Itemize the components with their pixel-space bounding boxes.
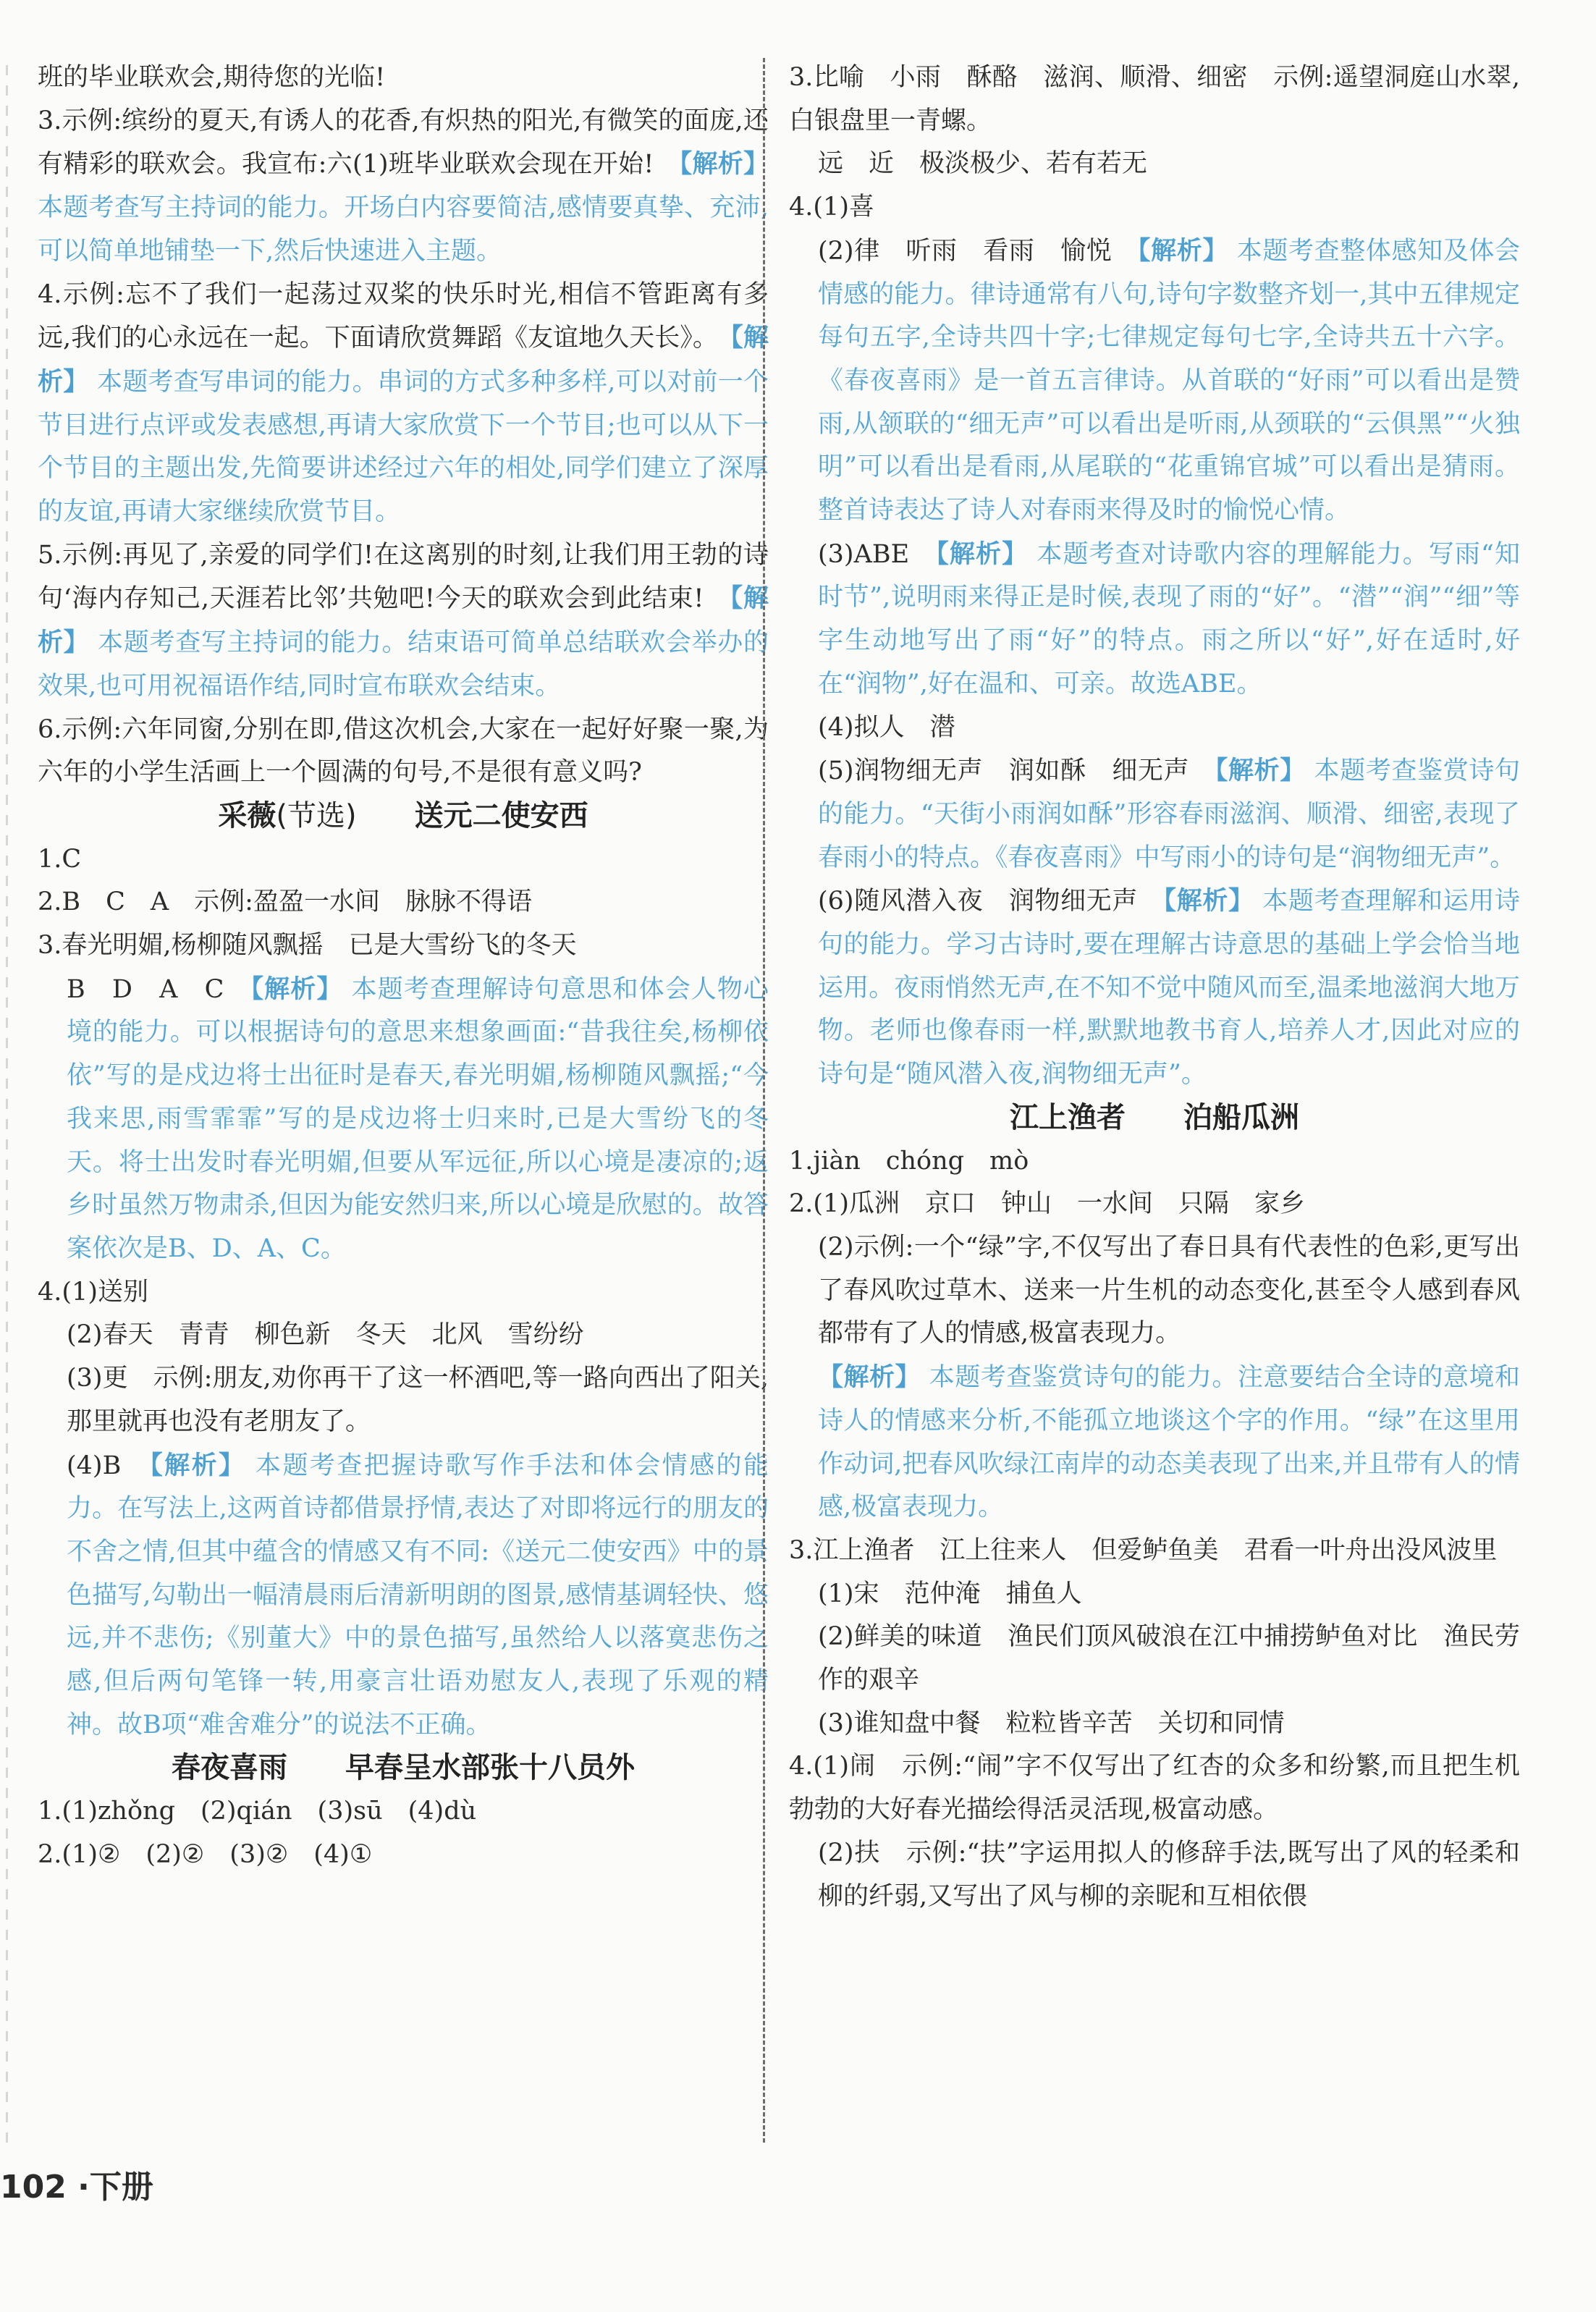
analysis-tag: 【解析】 <box>150 1450 246 1480</box>
section-title-second: 早春呈水部张十八员外 <box>345 1751 635 1785</box>
answer-text: (3)谁知盘中餐 粒粒皆辛苦 关切和同情 <box>818 1708 1285 1738</box>
analysis-text: 本题考查理解诗句意思和体会人物心境的能力。可以根据诗句的意思来想象画面:“昔我往矣,杨柳依依”写的是戍边将士出征时是春天,春光明媚,杨柳随风飘摇;“今我来思,雨雪霏霏”写的是戍边将士归来时,已是大雪纷飞的冬天。将士出发时春光明媚,但要从军远征,所以心境是凄凉的;返乡时虽然万物肃杀,但因为能安然归来,所以心境是欣慰的。故答案依次是B、D、A、C。 <box>67 974 769 1263</box>
answer-paragraph <box>789 1356 1520 1530</box>
analysis-text: 本题考查鉴赏诗句的能力。注意要结合全诗的意境和诗人的情感来分析,不能孤立地谈这个字的作用。“绿”在这里用作动词,把春风吹绿江南岸的动态美表现了出来,并且带有人的情感,极富表现力。 <box>818 1363 1520 1522</box>
answer-paragraph <box>38 1271 769 1315</box>
answer-text: (2)律 听雨 看雨 愉悦 <box>818 236 1112 266</box>
answer-paragraph <box>789 229 1520 533</box>
section-title-main: 采薇 <box>218 798 276 832</box>
page-footer: 102 ·下册 <box>0 2169 153 2206</box>
analysis-tag: 【解析】 <box>818 1362 921 1393</box>
answer-paragraph <box>789 879 1520 1097</box>
answer-paragraph <box>38 881 769 924</box>
answer-text: 3.比喻 小雨 酥酪 滋润、顺滑、细密 示例:遥望洞庭山水翠,白银盘里一青螺。 <box>789 63 1520 135</box>
answer-paragraph <box>789 1530 1520 1573</box>
right-column <box>789 56 1520 1918</box>
page-edge-stitch <box>6 65 8 2150</box>
answer-paragraph <box>789 1226 1520 1356</box>
answer-paragraph <box>38 1790 769 1834</box>
answer-text: (6)随风潜入夜 润物细无声 <box>818 887 1139 916</box>
answer-paragraph <box>789 56 1520 143</box>
answer-text: 1.jiàn chóng mò <box>789 1146 1029 1176</box>
answer-text: 2.(1)瓜洲 京口 钟山 一水间 只隔 家乡 <box>789 1189 1305 1219</box>
answer-paragraph <box>38 100 769 274</box>
section-title-second: 送元二使安西 <box>414 798 588 832</box>
analysis-tag: 【解析】 <box>1215 756 1306 786</box>
answer-text: 3.江上渔者 江上往来人 但爱鲈鱼美 君看一叶舟出没风波里 <box>789 1535 1498 1565</box>
answer-paragraph <box>789 1703 1520 1746</box>
analysis-tag: 【解析】 <box>936 539 1029 569</box>
section-title-note: (节选) <box>276 798 357 832</box>
answer-paragraph <box>38 709 769 795</box>
answer-text: (2)示例:一个“绿”字,不仅写出了春日具有代表性的色彩,更写出了春风吹过草木、送来一片生机的动态变化,甚至令人感到春风都带有了人的情感,极富表现力。 <box>818 1232 1520 1349</box>
left-column <box>38 56 769 1877</box>
column-divider <box>763 58 765 2143</box>
answer-text: 5.示例:再见了,亲爱的同学们!在这离别的时刻,让我们用王勃的诗句‘海内存知己,天涯若比邻’共勉吧!今天的联欢会到此结束! <box>38 540 769 614</box>
answer-paragraph <box>38 274 769 534</box>
answer-paragraph <box>38 1314 769 1357</box>
answer-text: 4.示例:忘不了我们一起荡过双桨的快乐时光,相信不管距离有多远,我们的心永远在一起。下面请欣赏舞蹈《友谊地久天长》。 <box>38 279 769 353</box>
section-title-main: 江上渔者 <box>1010 1100 1126 1134</box>
answer-text: 4.(1)送别 <box>38 1277 148 1307</box>
answer-paragraph <box>789 749 1520 879</box>
answer-paragraph <box>789 1832 1520 1918</box>
answer-text: 4.(1)闹 示例:“闹”字不仅写出了红杏的众多和纷繁,而且把生机勃勃的大好春光描绘得活灵活现,极富动感。 <box>789 1752 1520 1825</box>
answer-text: 远 近 极淡极少、若有若无 <box>818 149 1148 179</box>
answer-paragraph <box>38 968 769 1271</box>
answer-text: (2)扶 示例:“扶”字运用拟人的修辞手法,既写出了风的轻柔和柳的纤弱,又写出了风与柳的亲昵和互相依偎 <box>818 1838 1520 1911</box>
analysis-tag: 【解析】 <box>38 583 769 658</box>
answer-paragraph <box>789 533 1520 706</box>
answer-text: 3.春光明媚,杨柳随风飘摇 已是大雪纷飞的冬天 <box>38 931 577 961</box>
answer-text: (5)润物细无声 润如酥 细无声 <box>818 756 1190 786</box>
analysis-text: 本题考查整体感知及体会情感的能力。律诗通常有八句,诗句字数整齐划一,其中五律规定每句五字,全诗共四十字;七律规定每句七字,全诗共五十六字。《春夜喜雨》是一首五言律诗。从首联的“好雨”可以看出是赞雨,从颔联的“细无声”可以看出是听雨,从颈联的“云俱黑”“火独明”可以看出是看雨,从尾联的“花重锦官城”可以看出是猜雨。整首诗表达了诗人对春雨来得及时的愉悦心情。 <box>818 236 1520 526</box>
answer-text: 6.示例:六年同窗,分别在即,借这次机会,大家在一起好好聚一聚,为六年的小学生活画上一个圆满的句号,不是很有意义吗? <box>38 714 769 788</box>
section-title <box>38 795 769 838</box>
section-title-main: 春夜喜雨 <box>172 1751 287 1785</box>
answer-paragraph <box>38 56 769 100</box>
analysis-text: 本题考查鉴赏诗句的能力。“天街小雨润如酥”形容春雨滋润、顺滑、细密,表现了春雨小的特点。《春夜喜雨》中写雨小的诗句是“润物细无声”。 <box>818 756 1520 872</box>
answer-paragraph <box>789 1616 1520 1702</box>
analysis-text: 本题考查写主持词的能力。结束语可简单总结联欢会举办的效果,也可用祝福语作结,同时宣布联欢会结束。 <box>38 628 769 701</box>
section-title-second: 泊船瓜洲 <box>1183 1100 1299 1134</box>
answer-text: (4)拟人 潜 <box>818 712 955 742</box>
section-title <box>38 1747 769 1790</box>
answer-paragraph <box>789 706 1520 750</box>
analysis-text: 本题考查对诗歌内容的理解能力。写雨“知时节”,说明雨来得正是时候,表现了雨的“好”。“潜”“润”“细”等字生动地写出了雨“好”的特点。雨之所以“好”,好在适时,好在“润物”,好在温和、可亲。故选ABE。 <box>818 539 1520 699</box>
answer-paragraph <box>38 838 769 882</box>
answer-paragraph <box>38 1444 769 1747</box>
answer-text: B D A C <box>67 974 224 1004</box>
answer-text: (2)鲜美的味道 渔民们顶风破浪在江中捕捞鲈鱼对比 渔民劳作的艰辛 <box>818 1622 1520 1695</box>
analysis-tag: 【解析】 <box>679 149 769 180</box>
answer-paragraph <box>789 1573 1520 1616</box>
answer-text: 班的毕业联欢会,期待您的光临! <box>38 63 386 92</box>
answer-text: 3.示例:缤纷的夏天,有诱人的花香,有炽热的阳光,有微笑的面庞,还有精彩的联欢会。我宣布:六(1)班毕业联欢会现在开始! <box>38 106 769 180</box>
answer-paragraph <box>789 1183 1520 1226</box>
answer-paragraph <box>789 143 1520 186</box>
answer-text: 2.B C A 示例:盈盈一水间 脉脉不得语 <box>38 887 532 917</box>
answer-paragraph <box>789 1140 1520 1184</box>
answer-text: 1.C <box>38 844 82 874</box>
analysis-tag: 【解析】 <box>250 974 343 1004</box>
analysis-text: 本题考查把握诗歌写作手法和体会情感的能力。在写法上,这两首诗都借景抒情,表达了对即将远行的朋友的不舍之情,但其中蕴含的情感又有不同:《送元二使安西》中的景色描写,勾勒出一幅清晨雨后清新明朗的图景,感情基调轻快、悠远,并不悲伤;《别董大》中的景色描写,虽然给人以落寞悲伤之感,但后两句笔锋一转,用豪言壮语劝慰友人,表现了乐观的精神。故B项“难舍难分”的说法不正确。 <box>67 1451 769 1739</box>
answer-paragraph <box>789 186 1520 229</box>
answer-text: (3)ABE <box>818 539 910 569</box>
answer-paragraph <box>789 1745 1520 1831</box>
answer-text: (4)B <box>67 1451 122 1480</box>
answer-paragraph <box>38 924 769 968</box>
analysis-text: 本题考查写串词的能力。串词的方式多种多样,可以对前一个节目进行点评或发表感想,再请大家欣赏下一个节目;也可以从下一个节目的主题出发,先简要讲述经过六年的相处,同学们建立了深厚的友谊,再请大家继续欣赏节目。 <box>38 367 769 527</box>
analysis-text: 本题考查理解和运用诗句的能力。学习古诗时,要在理解古诗意思的基础上学会恰当地运用。夜雨悄然无声,在不知不觉中随风而至,温柔地滋润大地万物。老师也像春雨一样,默默地教书育人,培养人才,因此对应的诗句是“随风潜入夜,润物细无声”。 <box>818 887 1520 1089</box>
answer-text: 2.(1)② (2)② (3)② (4)① <box>38 1839 373 1869</box>
answer-text: 4.(1)喜 <box>789 193 874 222</box>
analysis-tag: 【解析】 <box>38 323 769 397</box>
answer-text: 1.(1)zhǒng (2)qián (3)sū (4)dù <box>38 1797 477 1826</box>
answer-text: (1)宋 范仲淹 捕鱼人 <box>818 1579 1082 1608</box>
answer-text: (3)更 示例:朋友,劝你再干了这一杯酒吧,等一路向西出了阳关,那里就再也没有老朋友了。 <box>67 1364 769 1436</box>
answer-paragraph <box>38 1834 769 1877</box>
answer-text: (2)春天 青青 柳色新 冬天 北风 雪纷纷 <box>67 1320 584 1350</box>
analysis-tag: 【解析】 <box>1163 886 1254 916</box>
analysis-tag: 【解析】 <box>1138 235 1228 266</box>
answer-paragraph <box>38 1357 769 1443</box>
answer-paragraph <box>38 534 769 709</box>
section-title <box>789 1097 1520 1140</box>
analysis-text: 本题考查写主持词的能力。开场白内容要简洁,感情要真挚、充沛,可以简单地铺垫一下,然后快速进入主题。 <box>38 193 769 266</box>
